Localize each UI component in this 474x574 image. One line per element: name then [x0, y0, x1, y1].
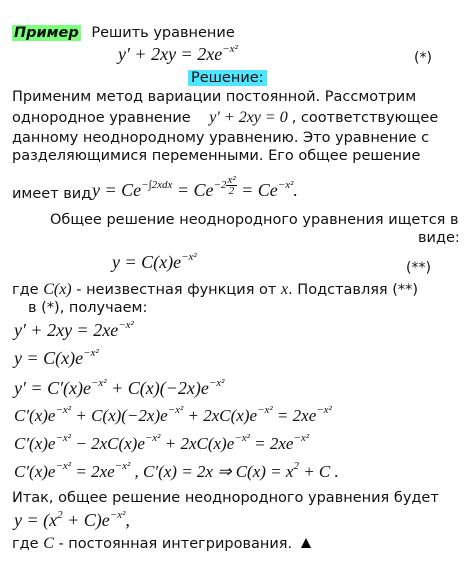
p1-line2: однородное уравнение y′ + 2xy = 0 , соответствующее [12, 109, 439, 126]
nonhomogeneous-ansatz: $y = C(x)e^{-x^2}$ [112, 251, 197, 272]
conclusion-line3: где C - постоянная интегрирования. [12, 536, 311, 552]
example-header [12, 25, 235, 41]
p1-line3: данному неоднородному уравнению. Это уравнение с [12, 130, 430, 146]
conclusion-line1: Итак, общее решение неоднородного уравнения будет [12, 490, 439, 506]
example-label: Пример [14, 25, 79, 41]
equation-tag-double-star: (**) [406, 260, 431, 276]
end-of-proof-triangle-icon [301, 538, 311, 548]
p3-line1: где C(x) - неизвестная функция от x. Подставляя (**) [12, 281, 419, 298]
p2-line1: Общее решение неоднородного уравнения ищется в [50, 212, 459, 228]
homogeneous-solution: $y = Ce^{-\int 2xdx} = Ce^{-2 \frac{\text{x²}}{2}}$ = $Ce^{-x^2}$. [92, 173, 298, 200]
main-equation: $y' + 2xy = 2xe^{-x^2}$ [118, 43, 238, 64]
p2-line2: виде: [418, 230, 460, 246]
derivation-line-4: $C'(x)e^{-x^2} + C(x)(-2x)e^{-x^2} + 2xC(x)e^{-x^2} = 2xe^{-x^2}$ [14, 404, 332, 425]
derivation-line-2: $y = C(x)e^{-x^2}$ [14, 347, 99, 368]
p3-line2: в (*), получаем: [28, 300, 148, 316]
derivation-line-5: $C'(x)e^{-x^2} - 2xC(x)e^{-x^2} + 2xC(x)e^{-x^2} = 2xe^{-x^2}$ [14, 432, 310, 453]
derivation-line-1: $y' + 2xy = 2xe^{-x^2}$ [14, 319, 134, 340]
derivation-line-3: $y' = C'(x)e^{-x^2} + C(x)(-2x)e^{-x^2}$ [14, 377, 225, 398]
general-solution: $y = (x^2 + C)e^{-x^2}$, [14, 509, 130, 530]
task-text: Решить уравнение [91, 25, 235, 41]
p1-line5: имеет вид [12, 186, 92, 202]
p1-line1: Применим метод вариации постоянной. Рассмотрим [12, 89, 417, 105]
solution-label: Решение: [188, 70, 267, 86]
p1-line4: разделяющимися переменными. Его общее решение [12, 148, 421, 164]
equation-tag-star: (*) [414, 50, 432, 66]
derivation-line-6: $C'(x)e^{-x^2} = 2xe^{-x^2}$ , C′(x) = 2x ⇒ $C(x) = x^2 + C$ . [14, 460, 339, 481]
